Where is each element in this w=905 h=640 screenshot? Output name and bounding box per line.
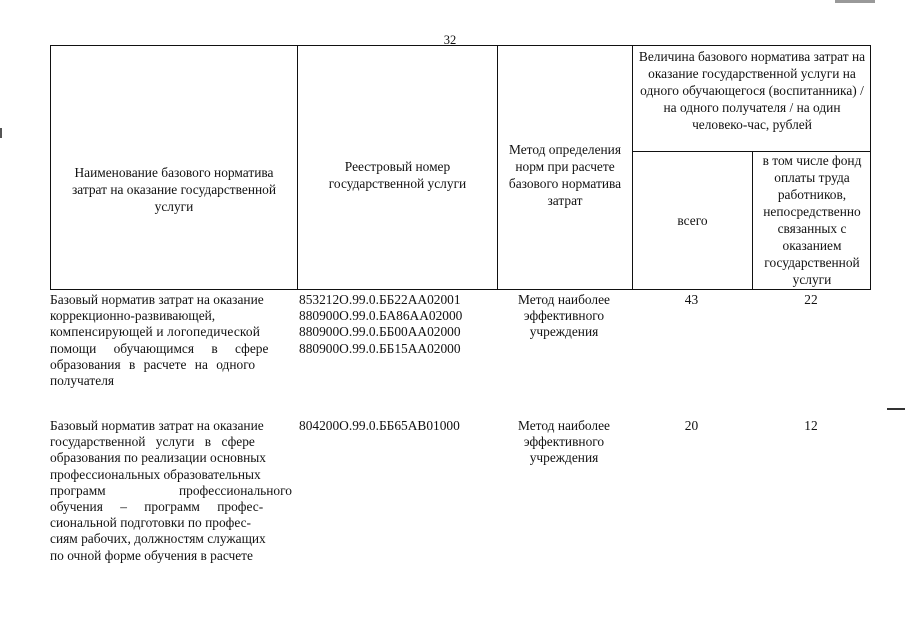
header-group-label: Величина базового норматива затрат на оказание государственной услуги на одного обучающегося (воспитанника) / на одного получателя / на один человеко-час, рублей <box>638 49 866 132</box>
row2-registry-1: 804200О.99.0.ББ65АВ01000 <box>299 418 460 433</box>
row2-registry-numbers <box>299 418 495 434</box>
row1-registry-3: 880900О.99.0.ББ00АА02000 <box>299 324 461 340</box>
row1-registry-numbers <box>299 292 495 357</box>
row2-method-line-1: Метод наиболее <box>518 418 610 433</box>
row1-name-line-3: компенсирующей и логопедической <box>50 324 261 340</box>
row1-total: 43 <box>684 292 699 307</box>
row1-method-line-3: учреждения <box>529 324 599 340</box>
header-registry-label: Реестровый номер государственной услуги <box>328 158 467 191</box>
header-payroll-cell <box>753 152 871 289</box>
header-method-label: Метод определения норм при расчете базового норматива затрат <box>508 141 622 208</box>
row2-name-line-3: образования по реализации основных <box>50 450 266 466</box>
row2-method <box>497 418 631 467</box>
row1-registry-1: 853212О.99.0.ББ22АА02001 <box>299 292 461 307</box>
row2-name-line-8: сиям рабочих, должностям служащих <box>50 531 266 547</box>
table-row <box>50 292 294 389</box>
row1-method-line-1: Метод наиболее <box>518 292 610 307</box>
row2-name-line-6: обучения – программ профес- <box>50 499 264 515</box>
table-header <box>50 45 871 290</box>
header-payroll-label: в том числе фонд оплаты труда работников, непосредственно связанных с оказанием государственной услуги <box>762 153 862 287</box>
row2-name-line-5: программ профессионального <box>50 482 292 498</box>
row2-name-line-1: Базовый норматив затрат на оказание <box>50 418 264 433</box>
row1-registry-2: 880900О.99.0.БА86АА02000 <box>299 308 463 324</box>
row1-method-line-2: эффективного <box>523 308 605 324</box>
row1-registry-4: 880900О.99.0.ББ15АА02000 <box>299 340 461 356</box>
row2-method-line-2: эффективного <box>523 434 605 450</box>
row2-method-line-3: учреждения <box>529 450 599 466</box>
scan-corner-mark <box>835 0 875 3</box>
header-name-cell <box>51 46 297 289</box>
table-row <box>50 418 294 564</box>
row2-name-line-9: по очной форме обучения в расчете <box>50 547 253 563</box>
header-total-cell <box>633 152 752 289</box>
row2-total: 20 <box>684 418 699 433</box>
row1-name-line-1: Базовый норматив затрат на оказание <box>50 292 264 307</box>
row1-method <box>497 292 631 341</box>
page-number: 32 <box>443 33 457 47</box>
row1-name-line-6: получателя <box>50 373 115 389</box>
scan-left-mark <box>0 128 2 138</box>
header-total-label: всего <box>677 213 708 228</box>
row2-name-line-2: государственной услуги в сфере <box>50 434 255 450</box>
row2-name-line-4: профессиональных образовательных <box>50 466 261 482</box>
header-method-cell <box>498 46 632 289</box>
row1-name-line-5: образования в расчете на одного <box>50 356 256 372</box>
header-name-label: Наименование базового норматива затрат на оказание государственной услуги <box>71 165 277 214</box>
row2-payroll: 12 <box>804 418 818 433</box>
scan-right-mark <box>887 408 905 410</box>
row1-payroll: 22 <box>804 292 818 307</box>
row2-name-line-7: сиональной подготовки по профес- <box>50 515 251 531</box>
header-group-cell <box>633 48 871 151</box>
row1-name-line-4: помощи обучающимся в сфере <box>50 340 269 356</box>
header-registry-cell <box>298 46 497 289</box>
row1-name-line-2: коррекционно-развивающей, <box>50 308 216 324</box>
